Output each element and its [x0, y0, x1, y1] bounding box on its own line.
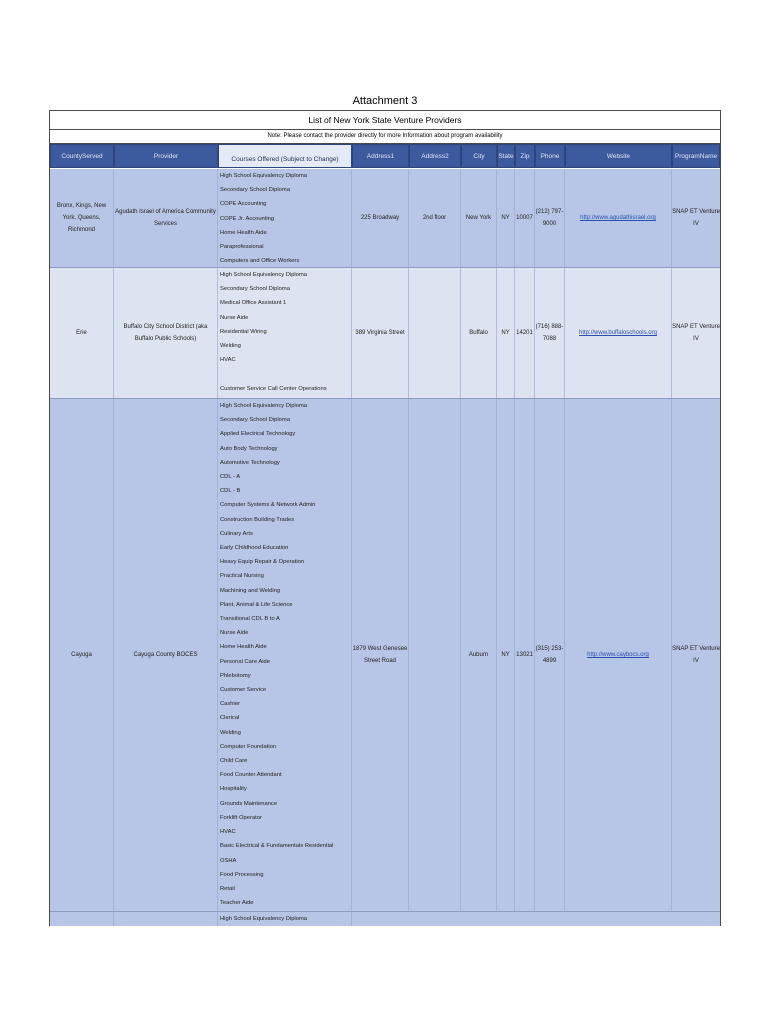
course-item: Construction Building Trades — [220, 516, 295, 523]
availability-note: Note: Please contact the provider directly for more Information about program availability — [50, 130, 720, 144]
address1-cell: 389 Virginia Street — [352, 268, 409, 398]
header-county: CountyServed — [50, 144, 114, 168]
course-item: Automotive Technology — [220, 459, 280, 466]
county-cell: Bronx, Kings, New York, Queens, Richmond — [50, 169, 114, 267]
course-item: High School Equivalency Diploma — [220, 272, 307, 278]
courses-cell — [218, 912, 352, 926]
program-cell: SNAP ET Venture IV — [672, 209, 720, 227]
state-cell: NY — [497, 399, 515, 911]
website-link[interactable]: http://www.buffaloschools.org — [579, 330, 657, 336]
zip-cell: 13021 — [515, 399, 535, 911]
table-row — [50, 399, 720, 912]
course-item: Computer Systems & Network Admin — [220, 502, 316, 509]
course-item: Secondary School Diploma — [220, 286, 290, 293]
course-item: Heavy Equip Repair & Operation — [220, 559, 305, 566]
header-zip: Zip — [515, 144, 535, 168]
course-item: Applied Electrical Technology — [220, 431, 296, 438]
course-item: Machining and Welding — [220, 587, 281, 594]
course-item: Personal Care Aide — [220, 658, 270, 665]
phone-cell: (212) 797-9000 — [535, 169, 565, 267]
course-item: Phlebotomy — [220, 672, 251, 679]
header-website: Website — [565, 144, 672, 168]
course-item: Auto Body Technology — [220, 445, 278, 452]
course-item: Customer Service Call Center Operations — [220, 385, 327, 392]
phone-cell: (716) 888-7088 — [535, 268, 565, 398]
course-item: Practical Nursing — [220, 573, 264, 580]
header-city: City — [461, 144, 497, 168]
courses-cell — [218, 268, 352, 398]
course-item: Child Care — [220, 758, 248, 765]
course-item: Nurse Aide — [220, 630, 249, 637]
city-cell: Buffalo — [461, 268, 497, 398]
course-item: Plant, Animal & Life Science — [220, 601, 293, 608]
course-item: Secondary School Diploma — [220, 417, 290, 424]
header-provider: Provider — [114, 144, 218, 168]
course-item: Medical Office Assistant 1 — [220, 300, 287, 307]
course-item: Forklift Operator — [220, 814, 262, 821]
course-item: COPE Accounting — [220, 201, 267, 208]
course-item: Welding — [220, 729, 241, 736]
county-cell — [50, 912, 114, 926]
website-cell — [565, 169, 672, 267]
provider-cell: Buffalo City School District (aka Buffalo Public Schools) — [114, 268, 218, 398]
provider-cell: Cayuga County BOCES — [114, 399, 218, 911]
course-item: High School Equivalency Diploma — [220, 916, 307, 922]
remaining-cells — [352, 912, 720, 926]
attachment-title: Attachment 3 — [352, 95, 418, 107]
program-cell: SNAP ET Venture IV — [672, 646, 720, 664]
state-cell: NY — [497, 169, 515, 267]
header-address2: Address2 — [409, 144, 461, 168]
website-cell — [565, 399, 672, 911]
course-item: Clerical — [220, 715, 240, 722]
website-cell — [565, 268, 672, 398]
list-title: List of New York State Venture Providers — [50, 111, 720, 130]
table-row — [50, 169, 720, 268]
provider-cell — [114, 912, 218, 926]
course-item: Cashier — [220, 701, 240, 708]
course-item: OSHA — [220, 857, 237, 864]
course-item: Food Processing — [220, 871, 264, 878]
course-item: Secondary School Diploma — [220, 187, 290, 194]
course-item: Residential Wiring — [220, 328, 267, 335]
course-item: Computers and Office Workers — [220, 258, 300, 265]
state-cell: NY — [497, 268, 515, 398]
address1-cell: 1879 West Genesee Street Road — [352, 399, 409, 911]
zip-cell: 10007 — [515, 169, 535, 267]
zip-cell: 14201 — [515, 268, 535, 398]
course-item: High School Equivalency Diploma — [220, 173, 307, 179]
course-item: Hospitality — [220, 786, 247, 793]
course-item: Food Counter Attendant — [220, 772, 282, 779]
course-item: High School Equivalency Diploma — [220, 403, 307, 409]
address2-cell — [409, 268, 461, 398]
course-item: HVAC — [220, 357, 236, 364]
website-link[interactable]: http://www.agudathisrael.org — [580, 215, 656, 221]
website-link[interactable]: http://www.caybocs.org — [587, 652, 649, 658]
course-item: Basic Electrical & Fundamentals Residential — [220, 843, 334, 850]
providers-table — [49, 110, 721, 926]
course-item — [220, 367, 351, 381]
courses-cell — [218, 399, 352, 911]
header-phone: Phone — [535, 144, 565, 168]
program-cell: SNAP ET Venture IV — [672, 324, 720, 342]
provider-cell: Agudath Israel of America Community Services — [114, 169, 218, 267]
course-item: Teacher Aide — [220, 900, 254, 907]
address2-cell: 2nd floor — [409, 169, 461, 267]
course-item: CDL - B — [220, 488, 241, 495]
course-item: Culinary Arts — [220, 530, 253, 537]
course-item: CDL - A — [220, 474, 241, 481]
course-item: Early Childhood Education — [220, 545, 289, 552]
table-row — [50, 268, 720, 399]
table-row — [50, 912, 720, 926]
course-item: Paraprofessional — [220, 244, 264, 251]
course-item: Retail — [220, 885, 235, 892]
course-item: Home Health Aide — [220, 229, 267, 236]
header-program: ProgramName — [672, 144, 720, 168]
course-item: Computer Foundation — [220, 743, 277, 750]
course-item: Welding — [220, 343, 241, 350]
header-courses: Courses Offered (Subject to Change) — [218, 144, 352, 168]
address2-cell — [409, 399, 461, 911]
address1-cell: 225 Broadway — [352, 169, 409, 267]
table-header — [50, 144, 720, 169]
course-item: Transitional CDL B to A — [220, 616, 280, 623]
header-address1: Address1 — [352, 144, 409, 168]
course-item: Home Health Aide — [220, 644, 267, 651]
county-cell: Erie — [50, 268, 114, 398]
course-item: Grounds Maintenance — [220, 800, 278, 807]
course-item: Customer Service — [220, 687, 267, 694]
city-cell: New York — [461, 169, 497, 267]
course-item: HVAC — [220, 829, 236, 836]
course-item: Nurse Aide — [220, 314, 249, 321]
header-state: State — [497, 144, 515, 168]
courses-cell — [218, 169, 352, 267]
course-item: COPE Jr. Accounting — [220, 215, 275, 222]
county-cell: Cayuga — [50, 399, 114, 911]
city-cell: Auburn — [461, 399, 497, 911]
phone-cell: (315) 253-4899 — [535, 399, 565, 911]
